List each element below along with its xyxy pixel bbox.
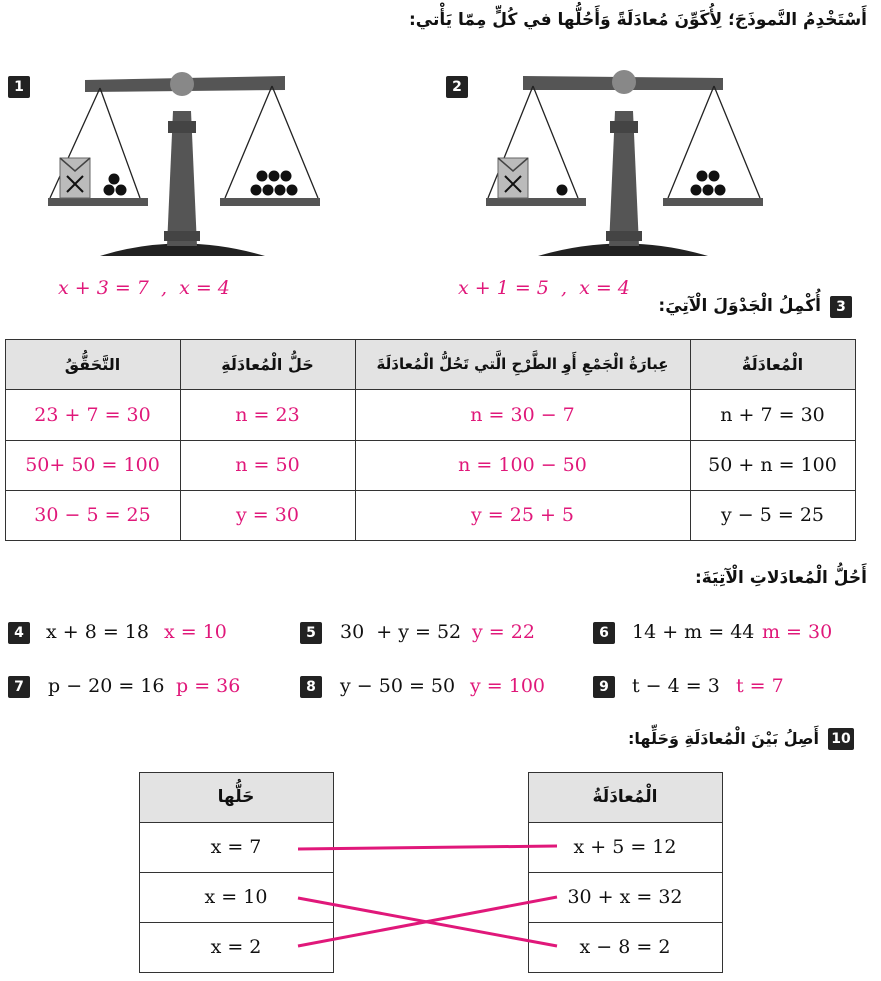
header-solution: حَلُّ الْمُعادَلَةِ bbox=[221, 354, 314, 374]
problem-6-answer: m = 30 bbox=[762, 621, 833, 643]
problem-8-answer: y = 100 bbox=[470, 675, 545, 697]
equations-header: الْمُعادَلَةُ bbox=[592, 787, 658, 807]
problem-number-9: 9 bbox=[593, 676, 615, 698]
solution-item-3: x = 2 bbox=[210, 936, 262, 958]
problem-4-equation: x + 8 = 18 bbox=[46, 621, 149, 643]
table-row-1-equation: n + 7 = 30 bbox=[720, 403, 825, 426]
problem-8-equation: y − 50 = 50 bbox=[340, 675, 456, 697]
table-row-2-expression: n = 100 − 50 bbox=[458, 454, 587, 476]
match-line-1 bbox=[298, 846, 557, 849]
header-expression: عِبارَةُ الْجَمْعِ أَوِ الطَّرْحِ الَّتي تَحُلُّ الْمُعادَلَةَ bbox=[376, 355, 669, 373]
table-row-3-equation: y − 5 = 25 bbox=[721, 504, 824, 526]
problem-number-8: 8 bbox=[300, 676, 322, 698]
q1-equation: x + 3 = 7 , x = 4 bbox=[58, 277, 230, 299]
equation-item-2: 30 + x = 32 bbox=[567, 886, 683, 908]
question-number-1: 1 bbox=[8, 76, 30, 98]
table-row-2-check: 50+ 50 = 100 bbox=[25, 454, 160, 476]
q10-title: أَصِلُ بَيْنَ الْمُعادَلَةِ وَحَلِّها: bbox=[627, 729, 819, 748]
problem-number-6: 6 bbox=[593, 622, 615, 644]
table-row-1-expression: n = 30 − 7 bbox=[470, 403, 575, 426]
solutions-header: حَلُّها bbox=[217, 787, 255, 807]
problem-4-answer: x = 10 bbox=[164, 621, 227, 643]
equation-item-1: x + 5 = 12 bbox=[573, 836, 677, 858]
problem-6-equation: 14 + m = 44 bbox=[632, 621, 755, 643]
table-row-3-solution: y = 30 bbox=[236, 504, 299, 526]
equation-item-3: x − 8 = 2 bbox=[579, 936, 671, 958]
table-row-1-check: 23 + 7 = 30 bbox=[34, 403, 151, 426]
problem-number-4: 4 bbox=[8, 622, 30, 644]
q2-equation: x + 1 = 5 , x = 4 bbox=[458, 277, 630, 299]
question-number-3: 3 bbox=[830, 296, 852, 318]
problem-5-equation: 30 + y = 52 bbox=[340, 621, 462, 643]
table-row-2-solution: n = 50 bbox=[235, 454, 300, 476]
top-instruction: أَسْتَخْدِمُ النَّموذَجَ؛ لِأُكَوِّنَ مُعادَلَةً وَأَحُلُّها في كُلٍّ مِمّا يَأْتي: bbox=[408, 10, 867, 30]
table-row-3-check: 30 − 5 = 25 bbox=[34, 504, 151, 526]
problem-7-answer: p = 36 bbox=[176, 675, 241, 697]
table-row-2-equation: 50 + n = 100 bbox=[708, 454, 837, 476]
problem-number-5: 5 bbox=[300, 622, 322, 644]
header-equation: الْمُعادَلَةُ bbox=[741, 354, 804, 374]
solve-title: أَحُلُّ الْمُعادَلاتِ الْآتِيَةَ: bbox=[694, 568, 867, 588]
q3-title: أُكْمِلُ الْجَدْوَلَ الْآتِيَ: bbox=[658, 296, 821, 316]
problem-5-answer: y = 22 bbox=[472, 621, 535, 643]
problem-7-equation: p − 20 = 16 bbox=[48, 675, 165, 697]
question-number-2: 2 bbox=[446, 76, 468, 98]
solution-item-1: x = 7 bbox=[210, 836, 262, 858]
question-number-10: 10 bbox=[828, 728, 854, 750]
table-row-1-solution: n = 23 bbox=[235, 403, 300, 426]
problem-9-answer: t = 7 bbox=[736, 675, 784, 697]
solution-item-2: x = 10 bbox=[204, 886, 268, 908]
table-row-3-expression: y = 25 + 5 bbox=[471, 504, 574, 526]
header-check: التَّحَقُّقُ bbox=[64, 354, 121, 374]
problem-9-equation: t − 4 = 3 bbox=[632, 675, 720, 697]
problem-number-7: 7 bbox=[8, 676, 30, 698]
